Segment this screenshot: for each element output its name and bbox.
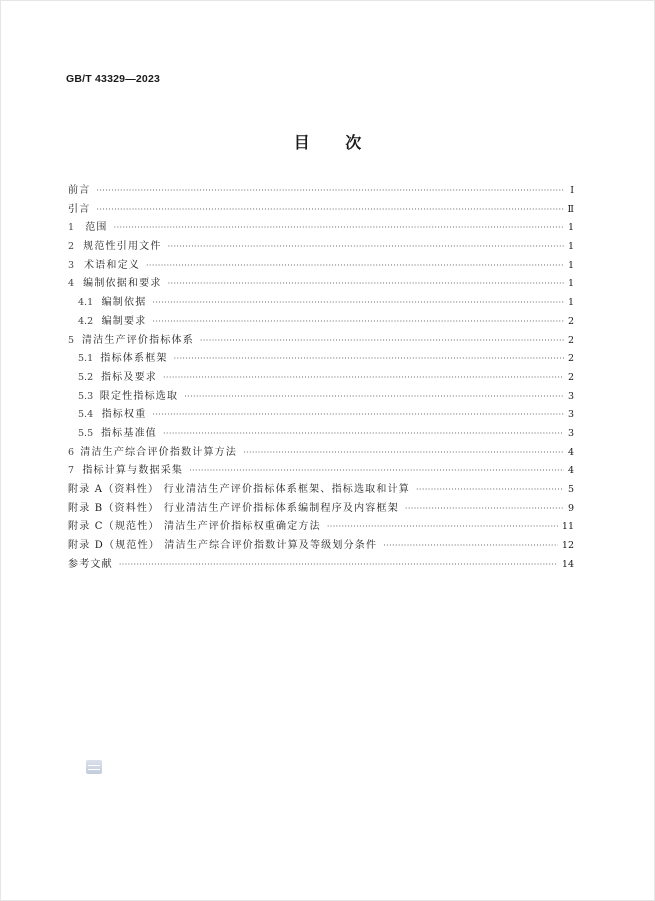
toc-entry[interactable] [68, 406, 574, 425]
watermark-stamp-icon [86, 760, 102, 774]
toc-entry[interactable] [68, 238, 574, 257]
toc-entry-page-number: 2 [567, 371, 574, 383]
standard-code: GB/T 43329—2023 [66, 73, 161, 85]
table-of-contents [68, 182, 574, 574]
dot-leader [163, 425, 564, 444]
toc-entry[interactable] [68, 425, 574, 444]
toc-entry-page-number: 12 [561, 540, 574, 552]
toc-entry[interactable] [68, 462, 574, 481]
toc-entry-page-number: 1 [567, 259, 574, 271]
toc-entry-page-number: 3 [567, 390, 574, 402]
toc-entry-page-number: 4 [567, 446, 574, 458]
toc-entry-number: 5.2 [78, 371, 94, 383]
dot-leader [327, 518, 558, 537]
toc-entry-number: 4.2 [78, 315, 94, 327]
dot-leader [152, 294, 564, 313]
toc-entry-label: 附录 B（资料性） 行业清洁生产评价指标体系编制程序及内容框架 [68, 502, 399, 514]
toc-entry-page-number: Ⅱ [567, 203, 574, 215]
dot-leader [174, 350, 564, 369]
toc-entry-label: 附录 A（资料性） 行业清洁生产评价指标体系框架、指标选取和计算 [68, 484, 410, 495]
dot-leader [189, 462, 564, 481]
toc-entry-page-number: 3 [567, 427, 574, 439]
dot-leader [152, 313, 564, 332]
toc-entry-page-number: 4 [567, 465, 574, 477]
toc-entry-label: 附录 D（规范性） 清洁生产综合评价指数计算及等级划分条件 [68, 540, 378, 552]
toc-entry-page-number: 14 [561, 558, 574, 570]
toc-entry-page-number: 1 [567, 222, 574, 234]
toc-entry-page-number: Ⅰ [570, 185, 574, 196]
toc-entry-page-number: 3 [567, 409, 574, 421]
toc-entry[interactable] [68, 275, 574, 294]
toc-entry[interactable] [68, 182, 574, 201]
dot-leader [152, 406, 564, 425]
toc-entry[interactable] [68, 219, 574, 238]
dot-leader [243, 444, 564, 463]
dot-leader [184, 388, 564, 407]
toc-entry-label: 规范性引用文件 [83, 241, 162, 253]
dot-leader [163, 369, 564, 388]
toc-entry[interactable] [68, 481, 574, 500]
toc-entry[interactable] [68, 294, 574, 313]
toc-entry[interactable] [68, 369, 574, 388]
toc-entry-page-number: 5 [567, 484, 574, 495]
toc-entry-number: 4.1 [78, 297, 94, 309]
toc-entry-label: 编制依据 [101, 297, 147, 309]
dot-leader [383, 537, 558, 556]
dot-leader [168, 238, 564, 257]
toc-entry-label: 指标及要求 [100, 371, 157, 383]
toc-entry-label: 指标计算与数据采集 [82, 465, 184, 477]
toc-entry-page-number: 1 [567, 278, 574, 290]
toc-entry-number: 5.3 [78, 390, 94, 402]
toc-entry[interactable] [68, 313, 574, 332]
toc-entry-label: 附录 C（规范性） 清洁生产评价指标权重确定方法 [68, 521, 321, 533]
toc-entry[interactable] [68, 388, 574, 407]
toc-entry-label: 指标基准值 [100, 427, 157, 439]
toc-entry-label: 指标权重 [101, 409, 147, 421]
toc-entry[interactable] [68, 201, 574, 220]
toc-entry-number: 5.4 [78, 409, 94, 421]
toc-entry-number: 5 [68, 334, 75, 346]
toc-entry-number: 5.5 [78, 427, 94, 439]
dot-leader [416, 481, 564, 500]
dot-leader [200, 332, 564, 351]
toc-entry-number: 6 [68, 446, 75, 458]
toc-entry-page-number: 11 [561, 521, 574, 533]
toc-entry-page-number: 1 [567, 297, 574, 309]
toc-entry[interactable] [68, 556, 574, 575]
toc-entry[interactable] [68, 518, 574, 537]
toc-entry-page-number: 2 [567, 334, 574, 346]
dot-leader [405, 500, 564, 519]
dot-leader [96, 182, 564, 201]
toc-entry-label: 清洁生产综合评价指数计算方法 [80, 446, 238, 458]
toc-entry[interactable] [68, 444, 574, 463]
toc-entry-number: 7 [68, 465, 75, 477]
toc-entry-label: 术语和定义 [83, 259, 140, 271]
toc-entry[interactable] [68, 257, 574, 276]
toc-entry-label: 限定性指标选取 [99, 390, 179, 402]
toc-entry-label: 编制要求 [101, 315, 147, 327]
toc-entry-label: 参考文献 [68, 558, 113, 570]
toc-entry-number: 1 [68, 222, 75, 234]
dot-leader [114, 219, 564, 238]
toc-entry-page-number: 9 [567, 502, 574, 514]
toc-entry-page-number: 2 [567, 315, 574, 327]
toc-entry[interactable] [68, 332, 574, 351]
toc-entry-label: 指标体系框架 [100, 353, 168, 365]
toc-entry-number: 3 [68, 259, 75, 271]
toc-entry-label: 引言 [68, 203, 91, 215]
toc-entry-label: 清洁生产评价指标体系 [81, 334, 194, 346]
toc-entry-number: 2 [68, 241, 75, 253]
toc-entry-number: 4 [68, 278, 75, 290]
dot-leader [119, 556, 558, 575]
toc-entry[interactable] [68, 537, 574, 556]
toc-entry-label: 范围 [85, 222, 108, 234]
toc-entry-label: 前言 [68, 185, 91, 196]
toc-entry-label: 编制依据和要求 [83, 278, 162, 290]
toc-entry-page-number: 2 [567, 353, 574, 365]
toc-entry-page-number: 1 [567, 241, 574, 253]
toc-entry[interactable] [68, 500, 574, 519]
toc-entry[interactable] [68, 350, 574, 369]
dot-leader [168, 275, 564, 294]
dot-leader [146, 257, 564, 276]
toc-title: 目 次 [293, 133, 362, 152]
toc-entry-number: 5.1 [78, 353, 94, 365]
dot-leader [96, 201, 563, 220]
